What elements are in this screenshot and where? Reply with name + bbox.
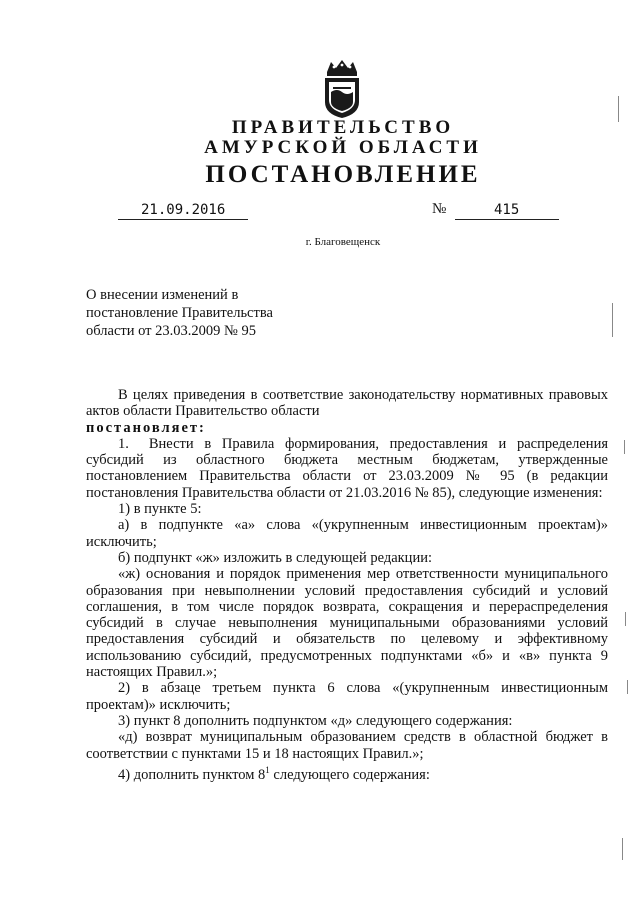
preamble-paragraph: В целях приведения в соответствие законодательству нормативных правовых актов области Правительство области [86, 387, 608, 420]
city: г. Благовещенск [305, 236, 381, 248]
item-1-paragraph [86, 436, 608, 501]
subject-line: О внесении изменений в [86, 287, 239, 303]
number-underline [455, 219, 559, 220]
document-type: ПОСТАНОВЛЕНИЕ [205, 161, 481, 188]
resolution-keyword: постановляет: [86, 419, 206, 436]
subitem-1b-quote: «ж) основания и порядок применения мер ответственности муниципального образования при невыполнении условий предоставления субсидий и условий соглашения, в том числе порядок возврата, сокращения и перераспределения субсидий в случае невыполнения муниципальными образованиями условий предоставления субсидий и обязательств по целевому и эффективному использованию субсидий, предусмотренных подпунктами «б» и «в» пункта 9 настоящих Правил.»; [86, 566, 608, 681]
government-title: ПРАВИТЕЛЬСТВО [231, 117, 455, 138]
subitem-4 [86, 762, 608, 783]
subject-line: постановление Правительства [86, 305, 273, 321]
document-subject [86, 286, 273, 340]
subitem-3: 3) пункт 8 дополнить подпунктом «д» следующего содержания: [118, 712, 513, 729]
amur-coat-of-arms-icon [319, 58, 365, 120]
item-1-text: Внести в Правила формирования, предоставления и распределения субсидий из областного бюджета местным бюджетам, утвержденные постановлением Правительства области от 23.03.2009 № 95 (в редакции постановления Правительства области от 21.03.2016 № 85), следующие изменения: [86, 435, 608, 501]
date-underline [118, 219, 248, 220]
subitem-3-quote: «д) возврат муниципальным образованием средств в областной бюджет в соответствии с пунктами 15 и 18 настоящих Правил.»; [86, 729, 608, 762]
document-date: 21.09.2016 [141, 202, 226, 218]
region-title: АМУРСКОЙ ОБЛАСТИ [204, 137, 482, 158]
number-sign: № [432, 201, 447, 217]
item-1-number: 1. [118, 435, 129, 452]
subitem-1: 1) в пункте 5: [118, 501, 202, 518]
subitem-4-text: 4) дополнить пунктом 8 [118, 766, 266, 783]
subitem-2: 2) в абзаце третьем пункта 6 слова «(укрупненным инвестиционным проектам)» исключить; [86, 680, 608, 713]
subitem-1b: б) подпункт «ж» изложить в следующей редакции: [118, 549, 432, 566]
document-number: 415 [494, 202, 520, 218]
subitem-4-tail: следующего содержания: [269, 766, 430, 783]
document-body [86, 387, 608, 783]
subject-line: области от 23.03.2009 № 95 [86, 323, 256, 339]
subitem-1a: а) в подпункте «а» слова «(укрупненным инвестиционным проектам)» исключить; [86, 517, 608, 550]
subitem-4-superscript: 1 [265, 764, 270, 775]
